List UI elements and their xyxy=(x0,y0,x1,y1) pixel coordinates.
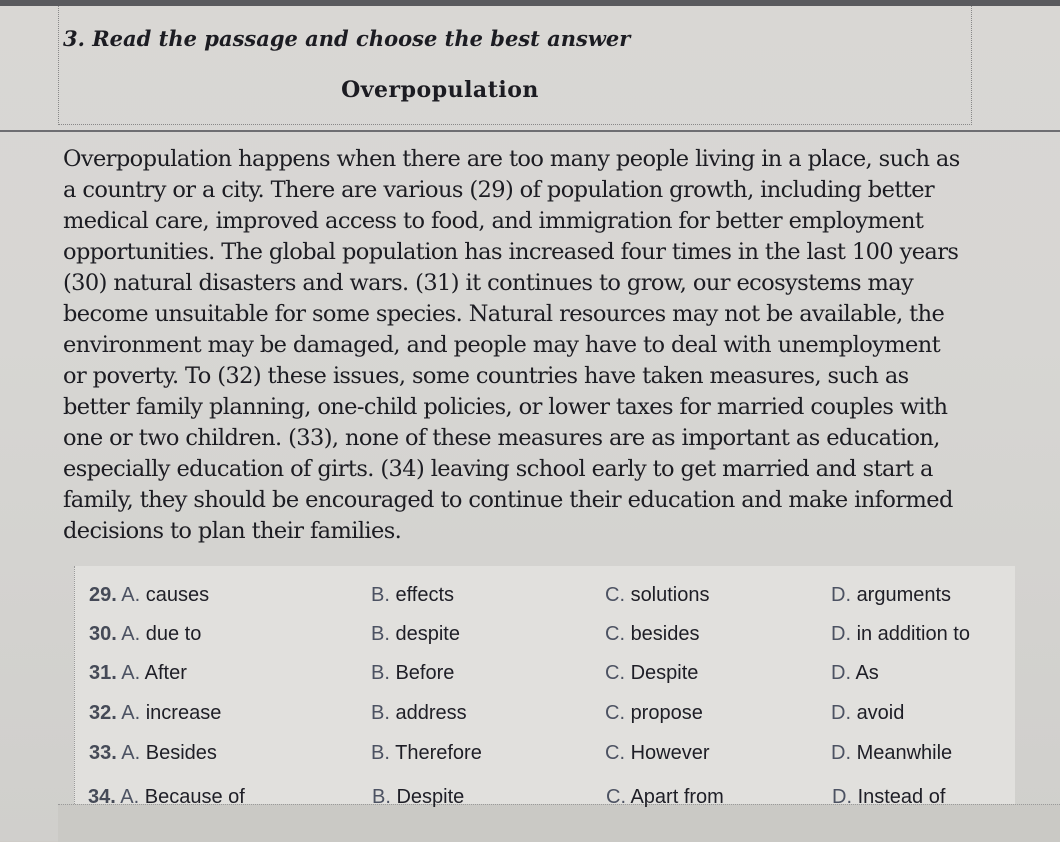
question-number: 31. xyxy=(89,662,117,684)
option-letter: A. xyxy=(121,584,141,606)
section-heading: 3. Read the passage and choose the best answer xyxy=(63,26,631,51)
option-b[interactable] xyxy=(371,584,454,607)
option-letter: B. xyxy=(371,702,390,724)
option-letter: C. xyxy=(605,584,625,606)
option-letter: A. xyxy=(121,623,141,645)
header-box xyxy=(58,6,972,125)
option-letter: B. xyxy=(371,584,390,606)
option-text: effects xyxy=(395,584,455,606)
answer-options-table xyxy=(74,566,1015,804)
option-text: propose xyxy=(630,702,703,724)
option-d[interactable] xyxy=(831,584,951,607)
option-d[interactable] xyxy=(831,623,970,646)
question-number: 34. xyxy=(88,786,116,808)
option-c[interactable] xyxy=(605,702,703,725)
option-letter: A. xyxy=(121,662,141,684)
option-text: besides xyxy=(630,623,700,645)
option-b[interactable] xyxy=(371,702,467,725)
option-text: However xyxy=(630,742,710,764)
option-text: avoid xyxy=(856,702,905,724)
option-b[interactable] xyxy=(371,623,460,646)
passage-line: become unsuitable for some species. Natural resources may not be available, the xyxy=(63,301,945,327)
option-d[interactable] xyxy=(832,786,945,809)
option-letter: B. xyxy=(371,742,390,764)
question-row-30 xyxy=(75,623,1015,661)
passage-line: (30) natural disasters and wars. (31) it continues to grow, our ecosystems may xyxy=(63,270,914,296)
passage-line: decisions to plan their families. xyxy=(63,518,402,544)
passage-line: a country or a city. There are various (29) of population growth, including better xyxy=(63,177,935,203)
option-b[interactable] xyxy=(371,742,482,765)
option-text: Meanwhile xyxy=(856,742,953,764)
passage-line: family, they should be encouraged to continue their education and make informed xyxy=(63,487,953,513)
option-text: Because of xyxy=(144,786,245,808)
option-d[interactable] xyxy=(831,702,904,725)
option-text: address xyxy=(395,702,467,724)
passage-title: Overpopulation xyxy=(341,77,539,103)
option-letter: B. xyxy=(372,786,391,808)
option-text: Despite xyxy=(396,786,465,808)
option-a[interactable] xyxy=(88,786,245,809)
question-number: 32. xyxy=(89,702,117,724)
option-a[interactable] xyxy=(89,584,209,607)
option-d[interactable] xyxy=(831,742,952,765)
question-number: 29. xyxy=(89,584,117,606)
option-text: As xyxy=(855,662,879,684)
option-letter: D. xyxy=(831,584,851,606)
option-letter: D. xyxy=(831,623,851,645)
option-a[interactable] xyxy=(89,702,221,725)
option-text: in addition to xyxy=(856,623,970,645)
option-letter: A. xyxy=(121,742,141,764)
passage-line: better family planning, one-child policies, or lower taxes for married couples with xyxy=(63,394,948,420)
option-letter: D. xyxy=(831,742,851,764)
option-b[interactable] xyxy=(372,786,464,809)
passage-line: environment may be damaged, and people may have to deal with unemployment xyxy=(63,332,941,358)
question-number: 30. xyxy=(89,623,117,645)
option-letter: B. xyxy=(371,662,390,684)
option-c[interactable] xyxy=(605,742,709,765)
option-text: solutions xyxy=(630,584,710,606)
passage-line: one or two children. (33), none of these measures are as important as education, xyxy=(63,425,940,451)
option-text: Despite xyxy=(630,662,699,684)
option-d[interactable] xyxy=(831,662,879,685)
option-letter: D. xyxy=(832,786,852,808)
question-row-33 xyxy=(75,742,1015,780)
option-letter: C. xyxy=(605,702,625,724)
option-text: arguments xyxy=(856,584,952,606)
passage-line: especially education of girts. (34) leaving school early to get married and start a xyxy=(63,456,933,482)
question-number: 33. xyxy=(89,742,117,764)
option-text: Therefore xyxy=(395,742,482,764)
question-row-31 xyxy=(75,662,1015,700)
option-c[interactable] xyxy=(605,623,700,646)
option-a[interactable] xyxy=(89,742,217,765)
option-letter: B. xyxy=(371,623,390,645)
option-text: increase xyxy=(145,702,222,724)
question-row-32 xyxy=(75,702,1015,740)
option-b[interactable] xyxy=(371,662,454,685)
option-c[interactable] xyxy=(606,786,724,809)
option-letter: A. xyxy=(120,786,140,808)
option-text: Apart from xyxy=(630,786,724,808)
option-text: due to xyxy=(145,623,202,645)
question-row-34 xyxy=(88,786,1028,824)
option-text: causes xyxy=(145,584,210,606)
option-text: Before xyxy=(395,662,455,684)
passage-line: or poverty. To (32) these issues, some countries have taken measures, such as xyxy=(63,363,909,389)
option-c[interactable] xyxy=(605,584,710,607)
passage-line: opportunities. The global population has increased four times in the last 100 years xyxy=(63,239,959,265)
option-letter: C. xyxy=(605,742,625,764)
option-a[interactable] xyxy=(89,662,187,685)
option-letter: C. xyxy=(605,623,625,645)
question-row-29 xyxy=(75,584,1015,622)
option-a[interactable] xyxy=(89,623,201,646)
passage-line: Overpopulation happens when there are too many people living in a place, such as xyxy=(63,146,960,172)
option-c[interactable] xyxy=(605,662,698,685)
option-letter: C. xyxy=(606,786,626,808)
option-letter: D. xyxy=(831,702,851,724)
option-letter: C. xyxy=(605,662,625,684)
passage-line: medical care, improved access to food, and immigration for better employment xyxy=(63,208,924,234)
option-letter: D. xyxy=(831,662,851,684)
option-text: despite xyxy=(395,623,460,645)
option-text: Besides xyxy=(145,742,217,764)
option-letter: A. xyxy=(121,702,141,724)
passage-text xyxy=(63,144,973,547)
option-text: Instead of xyxy=(857,786,946,808)
header-divider xyxy=(0,130,1060,132)
option-text: After xyxy=(144,662,187,684)
